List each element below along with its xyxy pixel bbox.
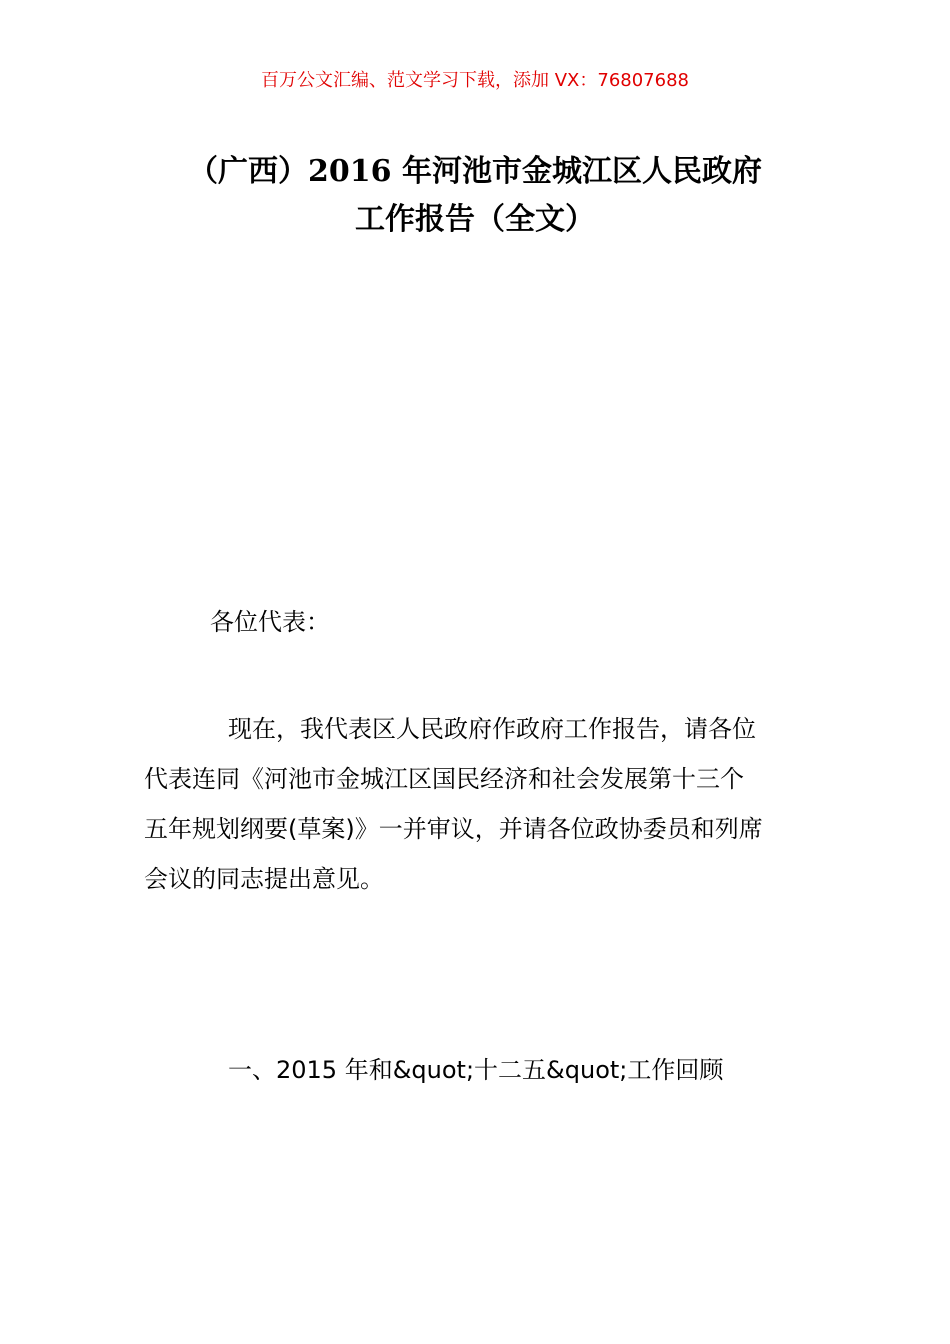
header-note: 百万公文汇编、范文学习下载，添加 VX：76807688	[261, 70, 689, 91]
paragraph-line: 五年规划纲要(草案)》一并审议，并请各位政协委员和列席	[144, 815, 763, 843]
document-title	[0, 148, 950, 244]
paragraph-line: 会议的同志提出意见。	[144, 865, 384, 893]
title-line-2: 工作报告（全文）	[355, 202, 595, 237]
paragraph-line: 代表连同《河池市金城江区国民经济和社会发展第十三个	[144, 765, 744, 793]
intro-paragraph	[144, 704, 808, 904]
title-line-1: （广西）2016 年河池市金城江区人民政府	[188, 154, 762, 189]
paragraph-line: 现在，我代表区人民政府作政府工作报告，请各位	[228, 715, 756, 743]
salutation: 各位代表：	[210, 608, 330, 636]
section-heading: 一、2015 年和&quot;十二五&quot;工作回顾	[228, 1056, 724, 1084]
